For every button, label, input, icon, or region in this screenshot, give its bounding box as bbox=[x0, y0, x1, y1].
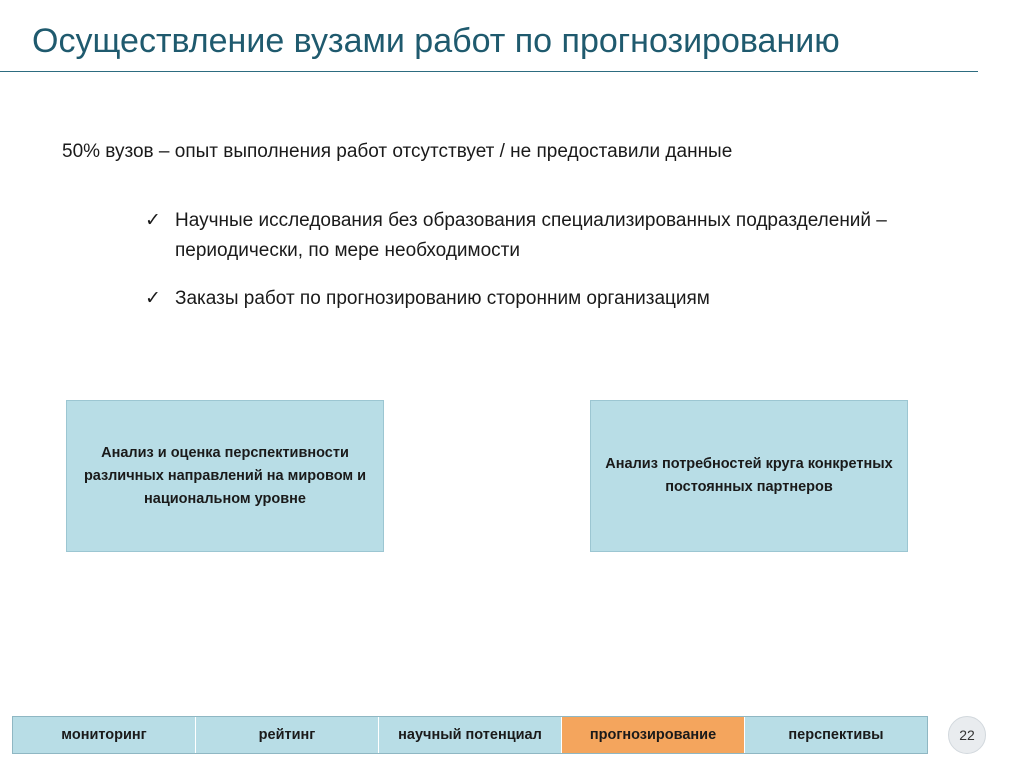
bullet-text: Заказы работ по прогнозированию сторонним организациям bbox=[175, 288, 710, 309]
bullet-text: Научные исследования без образования специализированных подразделений – периодически, по мере необходимости bbox=[175, 210, 887, 261]
slide-title: Осуществление вузами работ по прогнозированию bbox=[32, 22, 840, 60]
analysis-box-right-text: Анализ потребностей круга конкретных постоянных партнеров bbox=[605, 456, 893, 495]
tab-scientific-potential[interactable]: научный потенциал bbox=[379, 717, 562, 753]
bullet-item bbox=[145, 206, 905, 266]
bullet-list bbox=[145, 206, 905, 332]
tab-monitoring[interactable]: мониторинг bbox=[13, 717, 196, 753]
analysis-box-left-text: Анализ и оценка перспективности различных направлений на мировом и национальном уровне bbox=[83, 444, 367, 507]
bullet-item bbox=[145, 284, 905, 314]
title-divider bbox=[0, 71, 978, 72]
check-icon: ✓ bbox=[145, 210, 161, 231]
tab-forecasting[interactable]: прогнозирование bbox=[562, 717, 745, 753]
analysis-box-right bbox=[590, 400, 908, 552]
page-number-badge: 22 bbox=[948, 716, 986, 754]
tab-prospects[interactable]: перспективы bbox=[745, 717, 927, 753]
section-nav bbox=[12, 716, 928, 754]
tab-rating[interactable]: рейтинг bbox=[196, 717, 379, 753]
analysis-box-left bbox=[66, 400, 384, 552]
intro-text: 50% вузов – опыт выполнения работ отсутствует / не предоставили данные bbox=[62, 141, 733, 162]
check-icon: ✓ bbox=[145, 288, 161, 309]
